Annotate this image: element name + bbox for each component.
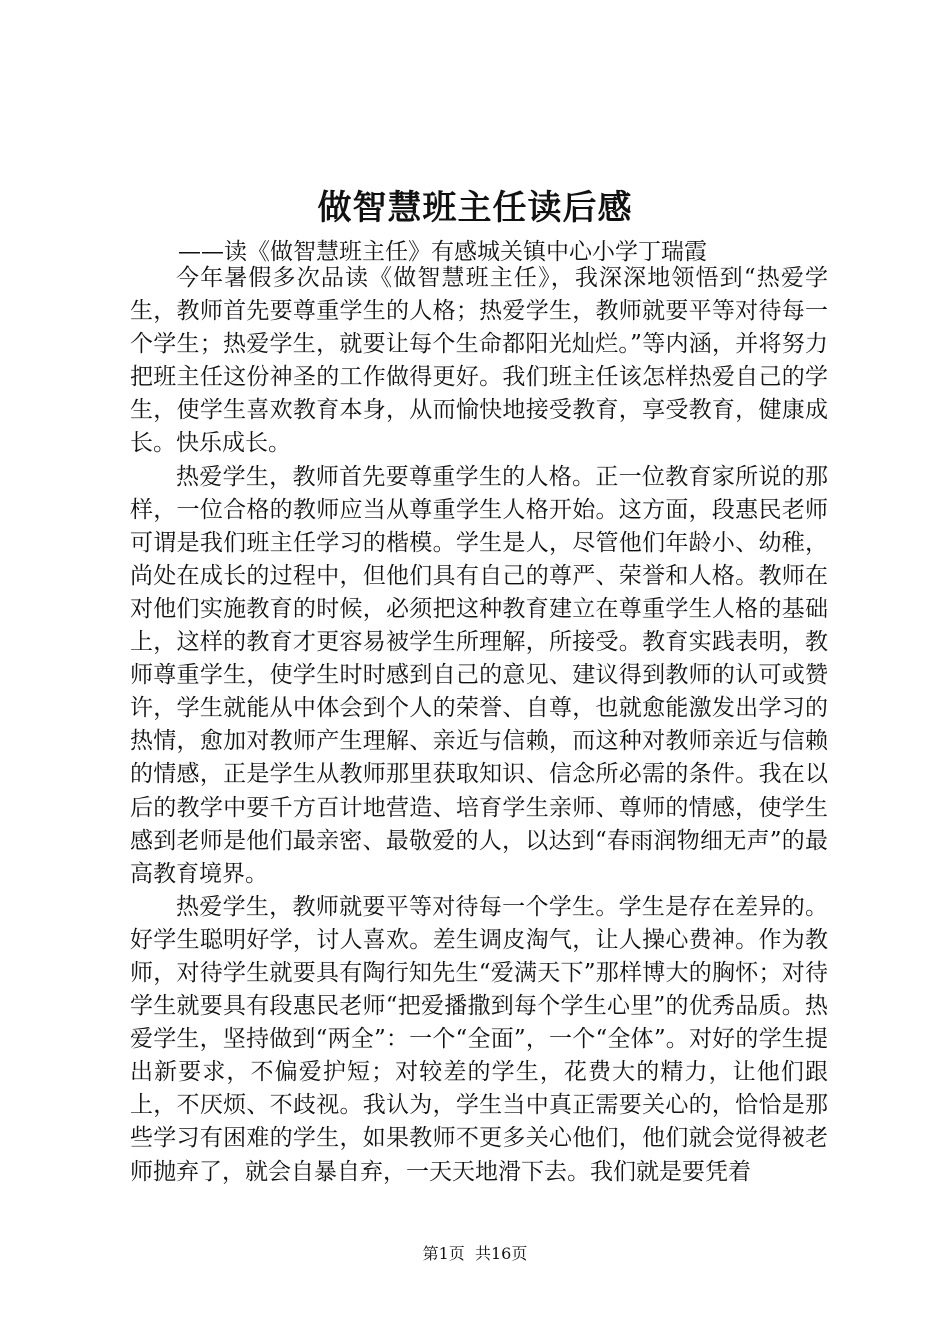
document-subtitle: ——读《做智慧班主任》有感城关镇中心小学丁瑞霞 — [178, 239, 707, 265]
page-footer — [0, 1243, 950, 1265]
paragraph: 热爱学生，教师首先要尊重学生的人格。正一位教育家所说的那样，一位合格的教师应当从尊重学生人格开始。这方面，段惠民老师可谓是我们班主任学习的楷模。学生是人，尽管他们年龄小、幼稚，尚处在成长的过程中，但他们具有自己的尊严、荣誉和人格。教师在对他们实施教育的时候，必须把这种教育建立在尊重学生人格的基础上，这样的教育才更容易被学生所理解，所接受。教育实践表明，教师尊重学生，使学生时时感到自己的意见、建议得到教师的认可或赞许，学生就能从中体会到个人的荣誉、自尊，也就愈能激发出学习的热情，愈加对教师产生理解、亲近与信赖，而这种对教师亲近与信赖的情感，正是学生从教师那里获取知识、信念所必需的条件。我在以后的教学中要千方百计地营造、培育学生亲师、尊师的情感，使学生感到老师是他们最亲密、最敬爱的人，以达到“春雨润物细无声”的最高教育境界。 — [130, 463, 828, 887]
page-number: 第1页 — [422, 1244, 465, 1263]
document-title: 做智慧班主任读后感 — [317, 188, 633, 228]
paragraph: 热爱学生，教师就要平等对待每一个学生。学生是存在差异的。好学生聪明好学，讨人喜欢。差生调皮淘气，让人操心费神。作为教师，对待学生就要具有陶行知先生“爱满天下”那样博大的胸怀；对待学生就要具有段惠民老师“把爱播撒到每个学生心里”的优秀品质。热爱学生，坚持做到“两全”：一个“全面”，一个“全体”。对好的学生提出新要求，不偏爱护短；对较差的学生，花费大的精力，让他们跟上，不厌烦、不歧视。我认为，学生当中真正需要关心的，恰恰是那些学习有困难的学生，如果教师不更多关心他们，他们就会觉得被老师抛弃了，就会自暴自弃，一天天地滑下去。我们就是要凭着 — [130, 893, 828, 1185]
document-body — [130, 262, 828, 1189]
page-total: 共16页 — [474, 1244, 528, 1263]
paragraph: 今年暑假多次品读《做智慧班主任》，我深深地领悟到“热爱学生，教师首先要尊重学生的人格；热爱学生，教师就要平等对待每一个学生；热爱学生，就要让每个生命都阳光灿烂。”等内涵，并将努力把班主任这份神圣的工作做得更好。我们班主任该怎样热爱自己的学生，使学生喜欢教育本身，从而愉快地接受教育，享受教育，健康成长。快乐成长。 — [130, 265, 828, 457]
